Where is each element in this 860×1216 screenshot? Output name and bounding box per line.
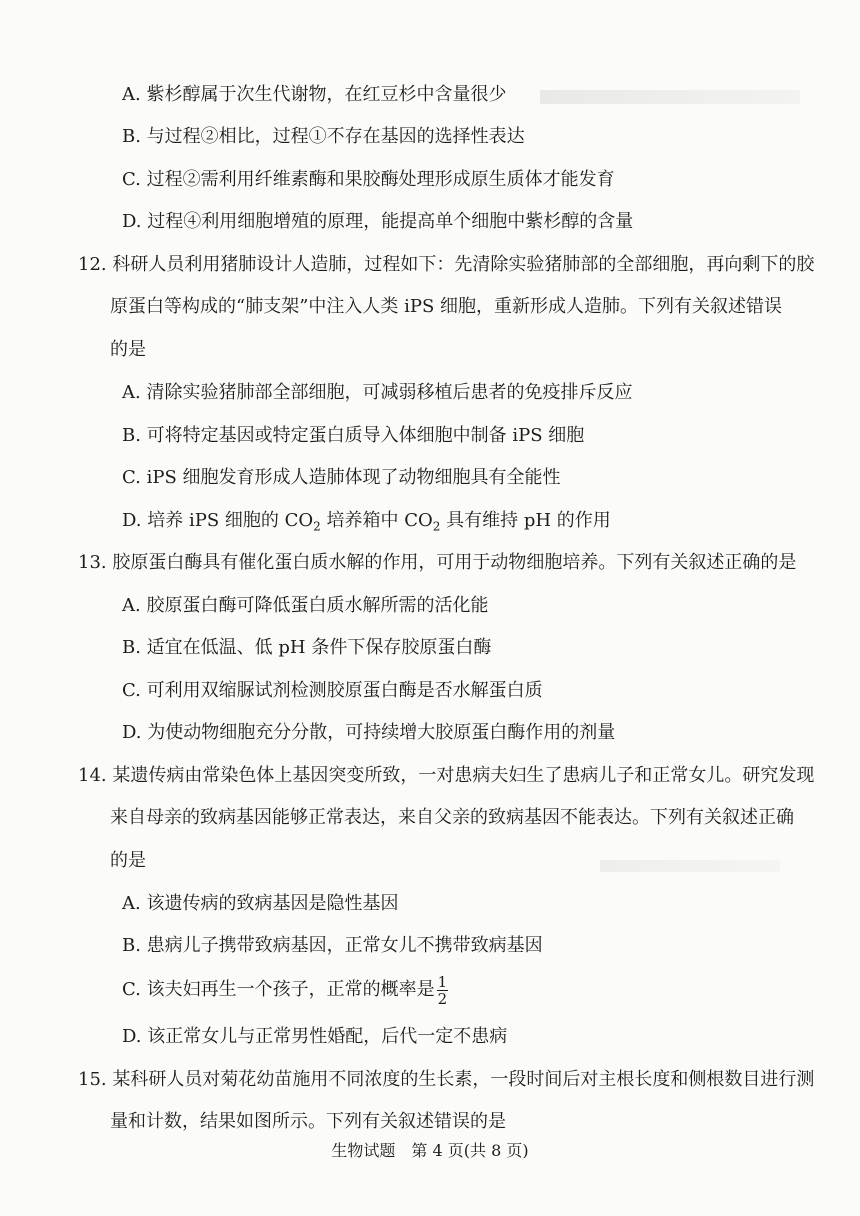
q14-option-c	[122, 970, 448, 1010]
q13-option-d: D. 为使动物细胞充分分散，可持续增大胶原蛋白酶作用的剂量	[122, 722, 616, 743]
q14-stem-line-2: 来自母亲的致病基因能够正常表达，来自父亲的致病基因不能表达。下列有关叙述正确	[110, 807, 794, 828]
bleed-through-shadow	[540, 90, 800, 104]
q12-option-d-part-3: 具有维持 pH 的作用	[440, 510, 611, 531]
q12-stem-line-1: 12. 科研人员利用猪肺设计人造肺，过程如下：先清除实验猪肺部的全部细胞，再向剩下的胶	[78, 254, 815, 275]
q12-option-d-part-1: D. 培养 iPS 细胞的 CO	[122, 510, 314, 531]
fraction-numerator: 1	[437, 972, 448, 991]
q13-stem-line-1: 13. 胶原蛋白酶具有催化蛋白质水解的作用，可用于动物细胞培养。下列有关叙述正确的是	[78, 552, 797, 573]
q12-stem-line-2: 原蛋白等构成的“肺支架”中注入人类 iPS 细胞，重新形成人造肺。下列有关叙述错误	[110, 296, 783, 317]
q12-stem-line-3: 的是	[110, 339, 146, 360]
q11-option-d: D. 过程④利用细胞增殖的原理，能提高单个细胞中紫杉醇的含量	[122, 211, 634, 232]
fraction-denominator: 2	[437, 989, 448, 1008]
q14-option-c-text: C. 该夫妇再生一个孩子，正常的概率是	[122, 979, 435, 1000]
q12-option-c: C. iPS 细胞发育形成人造肺体现了动物细胞具有全能性	[122, 467, 561, 488]
q13-option-b: B. 适宜在低温、低 pH 条件下保存胶原蛋白酶	[122, 637, 492, 658]
q12-option-d	[122, 509, 611, 539]
co2-subscript: 2	[432, 519, 441, 534]
co2-subscript: 2	[313, 519, 321, 534]
q11-option-a: A. 紫杉醇属于次生代谢物，在红豆杉中含量很少	[122, 84, 507, 105]
q11-option-c: C. 过程②需利用纤维素酶和果胶酶处理形成原生质体才能发育	[122, 169, 615, 190]
q15-stem-line-1: 15. 某科研人员对菊花幼苗施用不同浓度的生长素，一段时间后对主根长度和侧根数目进行测	[78, 1069, 815, 1090]
q14-stem-line-3: 的是	[110, 850, 146, 871]
q11-option-b: B. 与过程②相比，过程①不存在基因的选择性表达	[122, 126, 525, 147]
q14-option-b: B. 患病儿子携带致病基因，正常女儿不携带致病基因	[122, 935, 543, 956]
q15-stem-line-2: 量和计数，结果如图所示。下列有关叙述错误的是	[110, 1111, 506, 1132]
q14-option-a: A. 该遗传病的致病基因是隐性基因	[122, 893, 399, 914]
bleed-through-shadow	[600, 860, 780, 872]
q13-option-c: C. 可利用双缩脲试剂检测胶原蛋白酶是否水解蛋白质	[122, 680, 543, 701]
q12-option-d-part-2: 培养箱中 CO	[320, 510, 433, 531]
q14-option-d: D. 该正常女儿与正常男性婚配，后代一定不患病	[122, 1026, 508, 1047]
q12-option-b: B. 可将特定基因或特定蛋白质导入体细胞中制备 iPS 细胞	[122, 425, 585, 446]
q14-stem-line-1: 14. 某遗传病由常染色体上基因突变所致，一对患病夫妇生了患病儿子和正常女儿。研究发现	[78, 765, 815, 786]
fraction-one-half	[437, 974, 449, 1007]
q12-option-a: A. 清除实验猪肺部全部细胞，可减弱移植后患者的免疫排斥反应	[122, 382, 633, 403]
q13-option-a: A. 胶原蛋白酶可降低蛋白质水解所需的活化能	[122, 595, 489, 616]
page-footer: 生物试题 第 4 页(共 8 页)	[331, 1141, 529, 1160]
